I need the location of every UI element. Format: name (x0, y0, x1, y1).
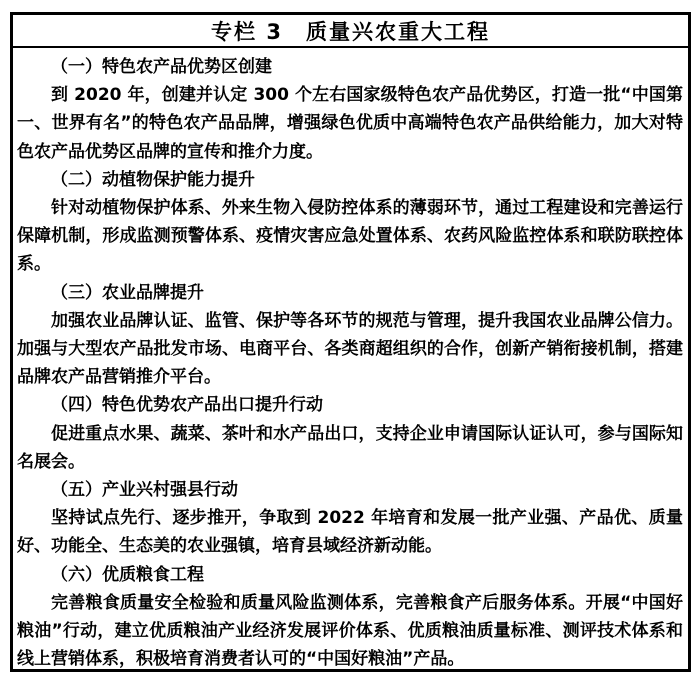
panel-body (13, 48, 688, 673)
section-3-heading: （三）农业品牌提升 (51, 282, 204, 303)
panel-title: 专栏 3 质量兴农重大工程 (211, 19, 490, 44)
section-6-heading: （六）优质粮食工程 (51, 564, 204, 585)
panel-title-bar (13, 15, 688, 48)
section-2-heading: （二）动植物保护能力提升 (51, 169, 255, 190)
section-4-body: 促进重点水果、蔬菜、茶叶和水产品出口，支持企业申请国际认证认可，参与国际知名展会。 (17, 423, 683, 472)
column-panel (10, 12, 691, 672)
section-2-body: 针对动植物保护体系、外来生物入侵防控体系的薄弱环节，通过工程建设和完善运行保障机制，形成监测预警体系、疫情灾害应急处置体系、农药风险监控体系和联防联控体系。 (17, 198, 683, 275)
section-5-heading: （五）产业兴村强县行动 (51, 480, 238, 501)
section-6-body: 完善粮食质量安全检验和质量风险监测体系，完善粮食产后服务体系。开展“中国好粮油”行动，建立优质粮油产业经济发展评价体系、优质粮油质量标准、测评技术体系和线上营销体系，积极培育消费者认可的“中国好粮油”产品。 (17, 592, 683, 670)
section-1-body: 到 2020 年，创建并认定 300 个左右国家级特色农产品优势区，打造一批“中国第一、世界有名”的特色农产品品牌，增强绿色优质中高端特色农产品供给能力，加大对特色农产品优势区品牌的宣传和推介力度。 (17, 85, 683, 162)
section-3-body: 加强农业品牌认证、监管、保护等各环节的规范与管理，提升我国农业品牌公信力。加强与大型农产品批发市场、电商平台、各类商超组织的合作，创新产销衔接机制，搭建品牌农产品营销推介平台。 (17, 310, 683, 388)
section-5-body: 坚持试点先行、逐步推开，争取到 2022 年培育和发展一批产业强、产品优、质量好、功能全、生态美的农业强镇，培育县域经济新动能。 (17, 508, 683, 557)
section-4-heading: （四）特色优势农产品出口提升行动 (51, 395, 323, 416)
section-1-heading: （一）特色农产品优势区创建 (51, 57, 272, 77)
